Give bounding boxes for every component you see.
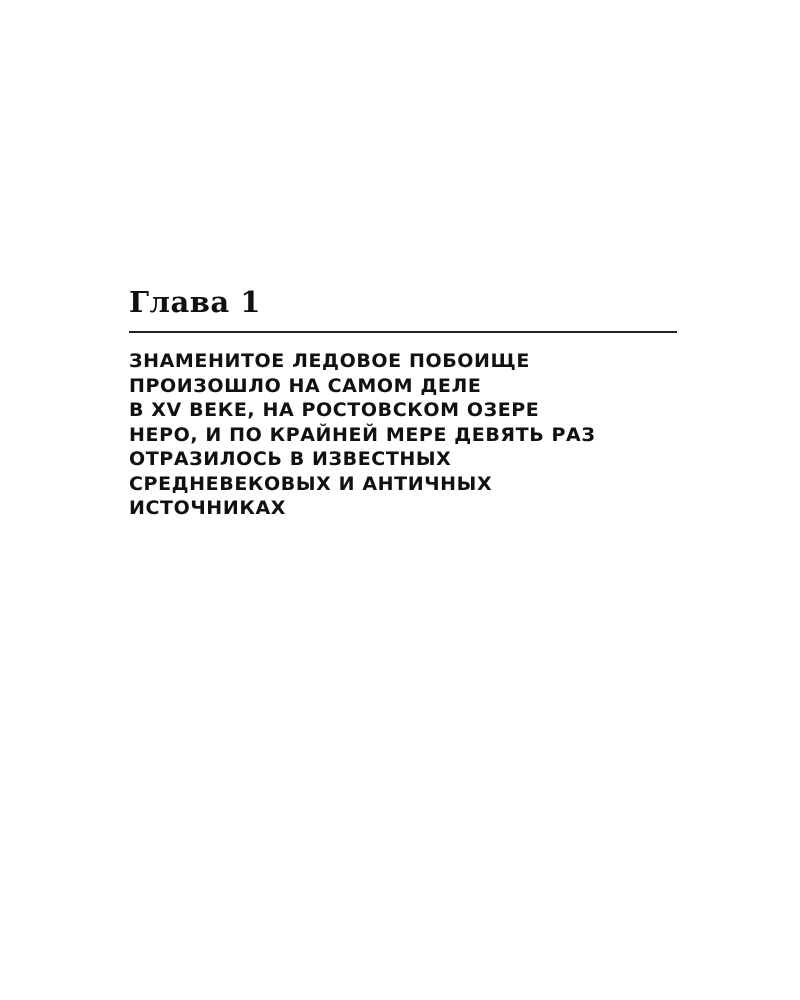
chapter-subtitle-line: НЕРО, И ПО КРАЙНЕЙ МЕРЕ ДЕВЯТЬ РАЗ [129,423,596,446]
chapter-subtitle [129,349,677,521]
chapter-subtitle-line: ПРОИЗОШЛО НА САМОМ ДЕЛЕ [129,374,482,397]
chapter-divider [129,331,677,333]
chapter-subtitle-line: ЗНАМЕНИТОЕ ЛЕДОВОЕ ПОБОИЩЕ [129,350,530,372]
chapter-subtitle-line: СРЕДНЕВЕКОВЫХ И АНТИЧНЫХ [129,472,493,495]
chapter-heading-block [129,284,677,521]
chapter-title: Глава 1 [129,285,261,319]
chapter-subtitle-line: ОТРАЗИЛОСЬ В ИЗВЕСТНЫХ [129,448,452,470]
chapter-subtitle-line: ИСТОЧНИКАХ [129,497,286,519]
chapter-subtitle-line: В XV ВЕКЕ, НА РОСТОВСКОМ ОЗЕРЕ [129,399,540,421]
